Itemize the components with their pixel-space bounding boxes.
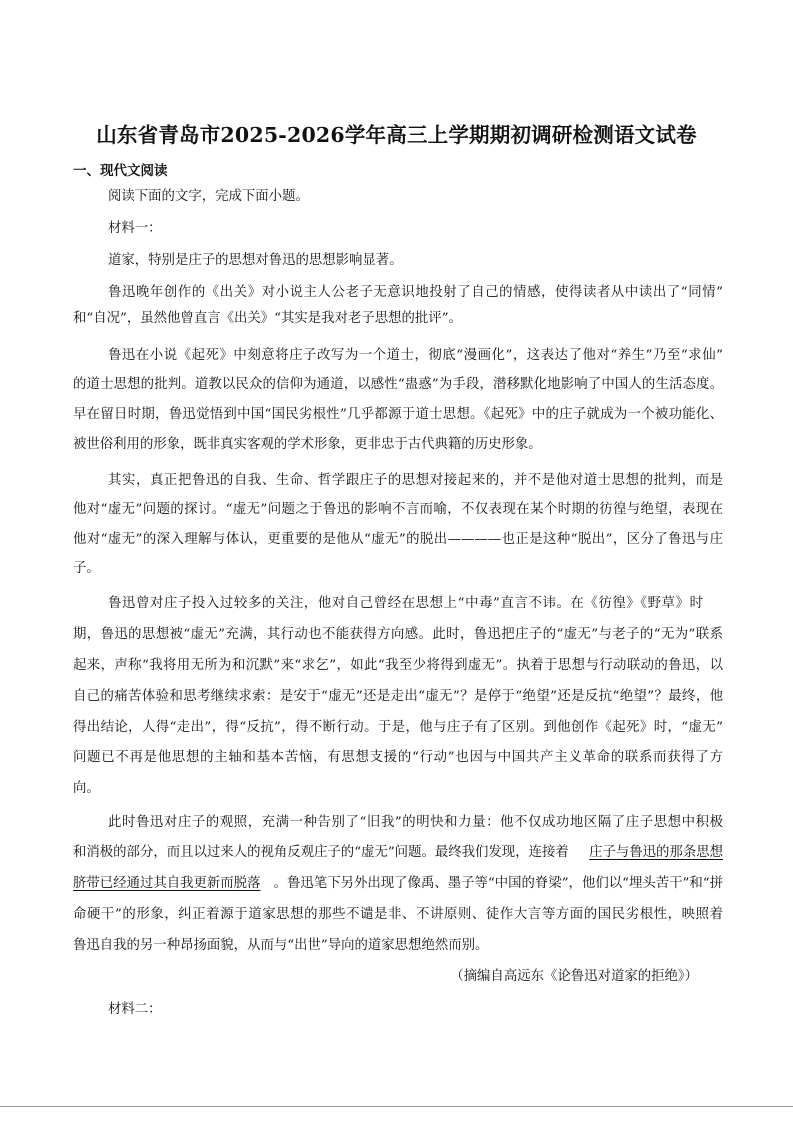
paragraph-line: 鲁迅曾对庄子投入过较多的关注，他对自己曾经在思想上“中毒”直言不讳。在《彷徨》《野草》时 [108,596,703,611]
paragraph-line: 鲁迅在小说《起死》中刻意将庄子改写为一个道士，彻底“漫画化”，这表达了他对“养生”乃至“求仙” [108,348,723,363]
paragraph-line: 得出结论，人得“走出”，得“反抗”，得不断行动。于是，他与庄子有了区别。到他创作《起死》时，“虚无” [73,720,723,735]
paragraph-line: 道家，特别是庄子的思想对鲁迅的思想影响显著。 [108,253,403,268]
paragraph-line: 早在留日时期，鲁迅觉悟到中国“国民劣根性”几乎都源于道士思想。《起死》中的庄子就成为一个被功能化、 [73,407,723,422]
paragraph-line: 期，鲁迅的思想被“虚无”充满，其行动也不能获得方向感。此时，鲁迅把庄子的“虚无”与老子的“无为”联系 [73,627,723,642]
paragraph-line: 其实，真正把鲁迅的自我、生命、哲学跟庄子的思想对接起来的，并不是他对道士思想的批判，而是 [108,473,723,488]
paragraph-line: 的道士思想的批判。道教以民众的信仰为通道，以感性“蛊惑”为手段，潜移默化地影响了中国人的生活态度。 [73,377,723,392]
paragraph-line: 和“自况”，虽然他曾直言《出关》“其实是我对老子思想的批评”。 [73,311,462,326]
material-label: 材料一： [108,221,162,236]
paragraph-line: 鲁迅自我的另一种昂扬面貌，从而与“出世”导向的道家思想绝然而别。 [73,938,489,953]
underlined-text: 庄子与鲁迅的那条思想 [589,845,723,860]
underlined-text: 脐带已经通过其自我更新而脱落 [73,876,261,891]
paragraph-line: 被世俗利用的形象，既非真实客观的学术形象，更非忠于古代典籍的历史形象。 [73,437,542,452]
source-citation: （摘编自高远东《论鲁迅对道家的拒绝》） [450,969,698,984]
material-label: 材料二： [108,1002,162,1017]
paragraph-line: 问题已不再是他思想的主轴和基本苦恼，有思想支援的“行动”也因与中国共产主义革命的联系而获得了方 [73,750,723,765]
paragraph-line: 起来，声称“我将用无所为和沉默”来“求乞”，如此“我至少将得到虚无”。执着于思想与行动联动的鲁迅，以 [73,658,723,673]
paragraph-line: 他对“虚无”的深入理解与体认，更重要的是他从“虚无”的脱出————也正是这种“脱出”，区分了鲁迅与庄 [73,532,723,547]
paragraph-line: 他对“虚无”问题的探讨。“虚无”问题之于鲁迅的影响不言而喻，不仅表现在某个时期的彷徨与绝望，表现在 [73,502,723,517]
paragraph-line [73,872,723,891]
paragraph-line: 鲁迅晚年创作的《出关》对小说主人公老子无意识地投射了自己的情感，使得读者从中读出了“同情” [108,285,723,300]
page-bottom-divider [0,1106,793,1107]
paragraph-line: 命硬干”的形象，纠正着源于道家思想的那些不谴是非、不讲原则、徒作大言等方面的国民劣根性，映照着 [73,907,723,922]
section-heading: 一、现代文阅读 [73,163,168,179]
instruction-text: 阅读下面的文字，完成下面小题。 [108,189,309,204]
paragraph-line: 自己的痛苦体验和思考继续求索：是安于“虚无”还是走出“虚无”？是停于“绝望”还是反抗“绝望”？最终，他 [73,689,723,704]
paragraph-line: 此时鲁迅对庄子的观照，充满一种告别了“旧我”的明快和力量：他不仅成功地区隔了庄子思想中积极 [108,815,723,830]
paragraph-text: 和消极的部分，而且以过来人的视角反观庄子的“虚无”问题。最终我们发现，连接着 [73,845,569,860]
paragraph-line: 向。 [73,781,100,796]
paragraph-text: 。鲁迅笔下另外出现了像禹、墨子等“中国的脊梁”，他们以“埋头苦干”和“拼 [273,876,723,891]
paragraph-line [73,841,723,860]
page-title: 山东省青岛市2025-2026学年高三上学期期初调研检测语文试卷 [96,123,697,147]
paragraph-line: 子。 [73,561,100,576]
